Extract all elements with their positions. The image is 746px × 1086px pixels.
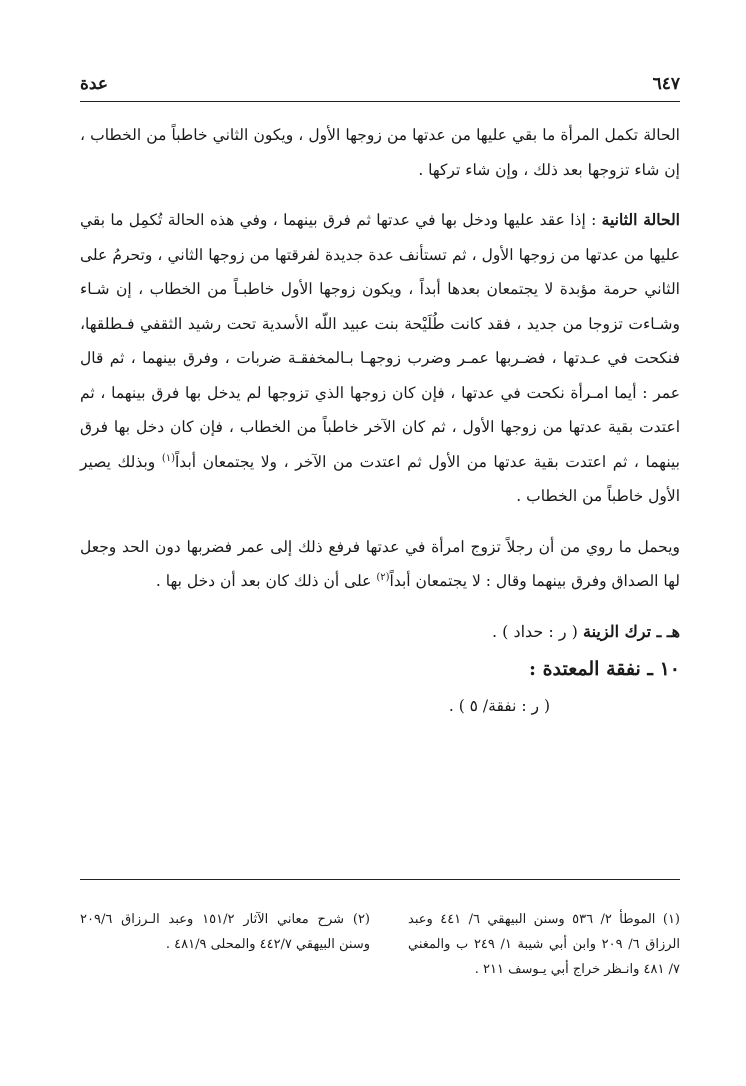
footnote-1: (١) الموطأ ٢/ ٥٣٦ وسنن البيهقي ٦/ ٤٤١ وعبد الرزاق ٦/ ٢٠٩ وابن أبي شيبة ١/ ٢٤٩ ب والمغني ٧/ ٤٨١ وانـظر خراج أبي يـوسف ٢١١ . — [408, 912, 681, 977]
subheading-h — [80, 615, 680, 650]
main-text — [80, 118, 680, 724]
footnote-ref-2[interactable]: (٢) — [376, 571, 390, 583]
header-divider — [80, 101, 680, 102]
footnotes — [80, 894, 680, 995]
footnote-2: (٢) شرح معاني الآثار ١٥١/٢ وعبد الـرزاق ٢٠٩/٦ وسنن البيهقي ٤٤٢/٧ والمحلى ٤٨١/٩ . — [80, 912, 370, 952]
paragraph-3-tail: على أن ذلك كان بعد أن دخل بها . — [155, 572, 377, 590]
section-ref: ( ر : نفقة/ ٥ ) . — [448, 697, 550, 715]
page-header — [80, 72, 680, 96]
paragraph-3 — [80, 530, 680, 599]
subheading-h-label: هـ ـ ترك الزينة — [583, 621, 680, 641]
footnote-ref-1[interactable]: (١) — [161, 452, 175, 464]
page-number: ٦٤٧ — [652, 74, 680, 94]
paragraph-1: الحالة تكمل المرأة ما بقي عليها من عدتها من زوجها الأول ، ويكون الثاني خاطباً من الخطاب ، إن شاء تزوجها بعد ذلك ، وإن شاء تركها . — [80, 126, 680, 179]
footnote-divider — [80, 879, 680, 880]
paragraph-2-heading: الحالة الثانية — [601, 210, 680, 229]
paragraph-2-text: : إذا عقد عليها ودخل بها في عدتها ثم فرق بينهما ، وفي هذه الحالة تُكمِل ما بقي عليها من عدتها من زوجها الأول ، ثم تستأنف عدة جديدة لفرقتها من زوجها الثاني ، وتحرمُ على الثاني حرمة مؤبدة لا يجتمعان بعدها أبداً ، ويكون زوجها الأول خاطبـاً من الخطاب ، إن شـاء وشـاءت تزوجا من جديد ، فقد كانت طُلَيْحة بنت عبيد اللّه الأسدية تحت رشيد الثقفي فـطلقها، فنكحت في عـدتها ، فضـربها عمـر وضرب زوجهـا بـالمخفقـة ضربات ، وفرق بينهما ، ثم قال عمر : أيما امـرأة نكحت في عدتها ، فإن كان زوجها الذي تزوجها لم يدخل بها فرق بينهما ، ثم اعتدت بقية عدتها من زوجها الأول ، ثم كان الآخر خاطباً من الخطاب ، فإن كان دخل بها فرق بينهما ، ثم اعتدت بقية عدتها من الأول ثم اعتدت من الآخر ، ولا يجتمعان أبداً — [80, 211, 680, 471]
running-title: عدة — [80, 74, 108, 94]
subheading-h-ref: ( ر : حداد ) . — [491, 621, 583, 641]
paragraph-2 — [80, 203, 680, 514]
section-title: ١٠ ـ نفقة المعتدة : — [528, 658, 680, 680]
paragraph-3-text: ويحمل ما روي من أن رجلاً تزوج امرأة في عدتها فرفع ذلك إلى عمر فضربها دون الحد وجعل لها الصداق وفرق بينهما وقال : لا يجتمعان أبداً — [80, 537, 680, 590]
paragraph-2-tail: وبذلك يصير الأول خاطباً من الخطاب . — [80, 452, 680, 505]
